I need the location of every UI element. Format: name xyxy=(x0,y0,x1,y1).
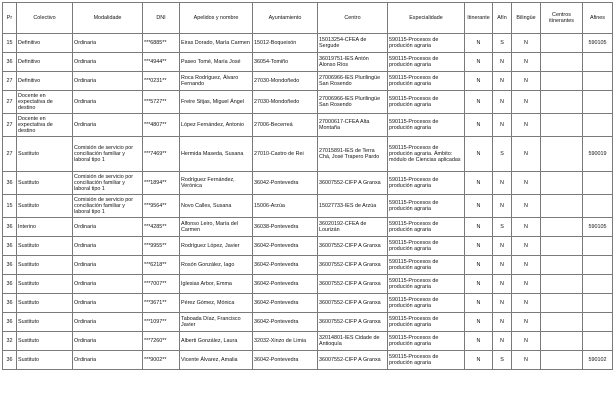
cell-especialidade: 590115-Procesos de produción agraria xyxy=(388,256,465,275)
cell-centros-itinerantes xyxy=(541,332,583,351)
cell-centro: 36007552-CIFP A Granxa xyxy=(318,256,388,275)
cell-centro: 27006966-IES Plurilingüe San Rosendo xyxy=(318,91,388,114)
cell-centro: 27006966-IES Plurilingüe San Rosendo xyxy=(318,72,388,91)
header-especialidade: Especialidade xyxy=(388,3,465,34)
table-row xyxy=(3,256,613,275)
cell-nome: Rosón González, Iago xyxy=(180,256,253,275)
cell-itinerante: N xyxy=(465,275,493,294)
cell-concello: 27030-Mondoñedo xyxy=(253,91,318,114)
cell-bilingue: N xyxy=(512,294,541,313)
table-row xyxy=(3,114,613,137)
cell-centros-itinerantes xyxy=(541,114,583,137)
cell-afin: N xyxy=(493,275,512,294)
cell-nome: Taboada Díaz, Francisco Javier xyxy=(180,313,253,332)
cell-modalidade: Ordinaria xyxy=(73,218,143,237)
header-afines: Afines xyxy=(583,3,613,34)
cell-especialidade: 590115-Procesos de produción agraria xyxy=(388,313,465,332)
cell-pr: 27 xyxy=(3,137,17,172)
cell-pr: 36 xyxy=(3,218,17,237)
cell-pr: 27 xyxy=(3,72,17,91)
cell-centros-itinerantes xyxy=(541,275,583,294)
cell-itinerante: N xyxy=(465,332,493,351)
cell-afines xyxy=(583,313,613,332)
cell-bilingue: N xyxy=(512,91,541,114)
table-row xyxy=(3,34,613,53)
cell-especialidade: 590115-Procesos de produción agraria xyxy=(388,195,465,218)
cell-afin: S xyxy=(493,351,512,370)
cell-centros-itinerantes xyxy=(541,218,583,237)
cell-dni: ***6885** xyxy=(143,34,180,53)
cell-afines xyxy=(583,256,613,275)
cell-especialidade: 590115-Procesos de produción agraria xyxy=(388,91,465,114)
cell-especialidade: 590115-Procesos de produción agraria xyxy=(388,351,465,370)
cell-afin: N xyxy=(493,195,512,218)
cell-itinerante: N xyxy=(465,195,493,218)
cell-centros-itinerantes xyxy=(541,195,583,218)
header-colectivo: Colectivo xyxy=(17,3,73,34)
cell-dni: ***3671** xyxy=(143,294,180,313)
cell-colectivo: Sustituto xyxy=(17,275,73,294)
cell-dni: ***1894** xyxy=(143,172,180,195)
cell-nome: Roca Rodríguez, Álvaro Fernando xyxy=(180,72,253,91)
cell-bilingue: N xyxy=(512,137,541,172)
cell-pr: 27 xyxy=(3,91,17,114)
cell-bilingue: N xyxy=(512,172,541,195)
table-row xyxy=(3,72,613,91)
cell-especialidade: 590115-Procesos de produción agraria xyxy=(388,332,465,351)
cell-pr: 36 xyxy=(3,53,17,72)
table-row xyxy=(3,332,613,351)
cell-dni: ***6218** xyxy=(143,256,180,275)
cell-dni: ***4285** xyxy=(143,218,180,237)
cell-nome: López Fernández, Antonio xyxy=(180,114,253,137)
cell-bilingue: N xyxy=(512,53,541,72)
cell-colectivo: Sustituto xyxy=(17,313,73,332)
cell-concello: 36042-Pontevedra xyxy=(253,275,318,294)
cell-concello: 36038-Pontevedra xyxy=(253,218,318,237)
cell-concello: 15012-Boqueixón xyxy=(253,34,318,53)
cell-pr: 15 xyxy=(3,34,17,53)
table-row xyxy=(3,313,613,332)
cell-bilingue: N xyxy=(512,332,541,351)
cell-bilingue: N xyxy=(512,195,541,218)
cell-modalidade: Ordinaria xyxy=(73,294,143,313)
cell-modalidade: Comisión de servicio por conciliación familiar y laboral tipo 1 xyxy=(73,195,143,218)
cell-afines xyxy=(583,332,613,351)
table-row xyxy=(3,237,613,256)
cell-concello: 27030-Mondoñedo xyxy=(253,72,318,91)
table-row xyxy=(3,91,613,114)
cell-centro: 36007552-CIFP A Granxa xyxy=(318,313,388,332)
cell-nome: Paseo Tomé, María José xyxy=(180,53,253,72)
cell-nome: Vicente Álvarez, Amalia xyxy=(180,351,253,370)
cell-pr: 36 xyxy=(3,172,17,195)
cell-colectivo: Sustituto xyxy=(17,294,73,313)
table-row xyxy=(3,172,613,195)
cell-colectivo: Interino xyxy=(17,218,73,237)
cell-afin: S xyxy=(493,218,512,237)
assignment-table xyxy=(2,2,613,370)
cell-especialidade: 590115-Procesos de produción agraria xyxy=(388,34,465,53)
cell-itinerante: N xyxy=(465,137,493,172)
cell-nome: Rodríguez López, Javier xyxy=(180,237,253,256)
cell-centro: 36007552-CIFP A Granxa xyxy=(318,172,388,195)
cell-centros-itinerantes xyxy=(541,34,583,53)
cell-colectivo: Sustituto xyxy=(17,351,73,370)
cell-modalidade: Comisión de servicio por conciliación familiar y laboral tipo 1 xyxy=(73,137,143,172)
cell-bilingue: N xyxy=(512,218,541,237)
cell-especialidade: 590115-Procesos de produción agraria xyxy=(388,275,465,294)
cell-modalidade: Ordinaria xyxy=(73,275,143,294)
cell-colectivo: Sustituto xyxy=(17,256,73,275)
cell-pr: 15 xyxy=(3,195,17,218)
cell-centro: 15027733-IES de Arzúa xyxy=(318,195,388,218)
cell-centros-itinerantes xyxy=(541,351,583,370)
table-row xyxy=(3,294,613,313)
cell-centro: 36007552-CIFP A Granxa xyxy=(318,351,388,370)
cell-itinerante: N xyxy=(465,294,493,313)
cell-afin: N xyxy=(493,72,512,91)
cell-afines xyxy=(583,237,613,256)
cell-modalidade: Ordinaria xyxy=(73,114,143,137)
cell-itinerante: N xyxy=(465,91,493,114)
cell-especialidade: 590115-Procesos de produción agraria xyxy=(388,172,465,195)
cell-pr: 36 xyxy=(3,256,17,275)
cell-centro: 36007552-CIFP A Granxa xyxy=(318,237,388,256)
table-row xyxy=(3,275,613,294)
cell-dni: ***4944** xyxy=(143,53,180,72)
cell-concello: 32032-Xinzo de Limia xyxy=(253,332,318,351)
header-centro: Centro xyxy=(318,3,388,34)
cell-afines xyxy=(583,72,613,91)
cell-dni: ***1097** xyxy=(143,313,180,332)
cell-nome: Eiras Dorado, María Carmen xyxy=(180,34,253,53)
cell-colectivo: Sustituto xyxy=(17,137,73,172)
cell-colectivo: Docente en expectativa de destino xyxy=(17,114,73,137)
cell-afines xyxy=(583,172,613,195)
assignment-table-sheet xyxy=(2,2,612,370)
cell-nome: Pérez Gómez, Mónica xyxy=(180,294,253,313)
cell-dni: ***5727** xyxy=(143,91,180,114)
cell-colectivo: Sustituto xyxy=(17,195,73,218)
header-centros-itinerantes: Centros itinerantes xyxy=(541,3,583,34)
cell-colectivo: Sustituto xyxy=(17,172,73,195)
cell-itinerante: N xyxy=(465,114,493,137)
table-row xyxy=(3,195,613,218)
cell-especialidade: 590115-Procesos de produción agraria xyxy=(388,218,465,237)
cell-centro: 27000617-CFEA Alta Montaña xyxy=(318,114,388,137)
cell-modalidade: Ordinaria xyxy=(73,53,143,72)
cell-centros-itinerantes xyxy=(541,237,583,256)
cell-especialidade: 590115-Procesos de produción agraria xyxy=(388,294,465,313)
cell-afines xyxy=(583,53,613,72)
cell-especialidade: 590115-Procesos de produción agraria. Ámbito: módulo de Ciencias aplicadas xyxy=(388,137,465,172)
cell-modalidade: Ordinaria xyxy=(73,256,143,275)
table-header-row xyxy=(3,3,613,34)
cell-dni: ***9002** xyxy=(143,351,180,370)
cell-pr: 36 xyxy=(3,237,17,256)
cell-pr: 36 xyxy=(3,294,17,313)
cell-afin: N xyxy=(493,332,512,351)
cell-modalidade: Ordinaria xyxy=(73,332,143,351)
cell-centro: 36007552-CIFP A Granxa xyxy=(318,275,388,294)
cell-colectivo: Definitivo xyxy=(17,53,73,72)
header-afin: Afín xyxy=(493,3,512,34)
cell-afines xyxy=(583,195,613,218)
cell-centro: 32014801-IES Cidade de Antioquía xyxy=(318,332,388,351)
cell-itinerante: N xyxy=(465,237,493,256)
cell-nome: Hermida Maseda, Susana xyxy=(180,137,253,172)
cell-afin: N xyxy=(493,91,512,114)
cell-dni: ***7469** xyxy=(143,137,180,172)
cell-afin: N xyxy=(493,172,512,195)
cell-concello: 27010-Castro de Rei xyxy=(253,137,318,172)
cell-concello: 36042-Pontevedra xyxy=(253,237,318,256)
table-row xyxy=(3,351,613,370)
header-ayuntamiento: Ayuntamiento xyxy=(253,3,318,34)
cell-afines xyxy=(583,91,613,114)
cell-pr: 36 xyxy=(3,351,17,370)
cell-concello: 36042-Pontevedra xyxy=(253,294,318,313)
cell-especialidade: 590115-Procesos de produción agraria xyxy=(388,237,465,256)
cell-colectivo: Docente en expectativa de destino xyxy=(17,91,73,114)
cell-afin: N xyxy=(493,294,512,313)
table-row xyxy=(3,218,613,237)
cell-afin: N xyxy=(493,237,512,256)
cell-pr: 32 xyxy=(3,332,17,351)
cell-nome: Novo Calles, Susana xyxy=(180,195,253,218)
cell-modalidade: Ordinaria xyxy=(73,351,143,370)
cell-especialidade: 590115-Procesos de produción agraria xyxy=(388,72,465,91)
cell-concello: 27006-Becerreá xyxy=(253,114,318,137)
cell-centros-itinerantes xyxy=(541,313,583,332)
cell-centros-itinerantes xyxy=(541,294,583,313)
cell-colectivo: Sustituto xyxy=(17,332,73,351)
cell-pr: 27 xyxy=(3,114,17,137)
cell-centro: 36020192-CFEA de Lourizán xyxy=(318,218,388,237)
cell-bilingue: N xyxy=(512,351,541,370)
cell-itinerante: N xyxy=(465,218,493,237)
cell-centro: 36019751-IES Antón Alonso Ríos xyxy=(318,53,388,72)
cell-centros-itinerantes xyxy=(541,172,583,195)
cell-concello: 36042-Pontevedra xyxy=(253,172,318,195)
cell-colectivo: Definitivo xyxy=(17,34,73,53)
cell-bilingue: N xyxy=(512,275,541,294)
cell-dni: ***0231** xyxy=(143,72,180,91)
cell-concello: 36054-Tomiño xyxy=(253,53,318,72)
cell-itinerante: N xyxy=(465,256,493,275)
cell-nome: Freire Sitjas, Miguel Ángel xyxy=(180,91,253,114)
cell-colectivo: Definitivo xyxy=(17,72,73,91)
table-body xyxy=(3,34,613,370)
cell-itinerante: N xyxy=(465,72,493,91)
cell-modalidade: Ordinaria xyxy=(73,237,143,256)
cell-afin: S xyxy=(493,137,512,172)
cell-centros-itinerantes xyxy=(541,53,583,72)
cell-nome: Alberti González, Laura xyxy=(180,332,253,351)
cell-concello: 15006-Arzúa xyxy=(253,195,318,218)
cell-nome: Alfonso Leiro, María del Carmen xyxy=(180,218,253,237)
header-apelidos: Apelidos y nombre xyxy=(180,3,253,34)
cell-concello: 36042-Pontevedra xyxy=(253,351,318,370)
cell-itinerante: N xyxy=(465,351,493,370)
table-row xyxy=(3,137,613,172)
cell-modalidade: Ordinaria xyxy=(73,313,143,332)
header-bilingue: Bilingüe xyxy=(512,3,541,34)
header-dni: DNI xyxy=(143,3,180,34)
cell-modalidade: Ordinaria xyxy=(73,34,143,53)
cell-modalidade: Comisión de servicio por conciliación familiar y laboral tipo 1 xyxy=(73,172,143,195)
cell-pr: 36 xyxy=(3,275,17,294)
table-row xyxy=(3,53,613,72)
cell-bilingue: N xyxy=(512,34,541,53)
cell-modalidade: Ordinaria xyxy=(73,72,143,91)
cell-especialidade: 590115-Procesos de produción agraria xyxy=(388,53,465,72)
cell-dni: ***4807** xyxy=(143,114,180,137)
cell-afin: N xyxy=(493,313,512,332)
cell-afin: N xyxy=(493,256,512,275)
cell-nome: Iglesias Arbor, Emma xyxy=(180,275,253,294)
cell-dni: ***9564** xyxy=(143,195,180,218)
cell-centros-itinerantes xyxy=(541,91,583,114)
cell-itinerante: N xyxy=(465,172,493,195)
cell-afines xyxy=(583,114,613,137)
cell-afines: 590105 xyxy=(583,218,613,237)
cell-itinerante: N xyxy=(465,34,493,53)
cell-centros-itinerantes xyxy=(541,256,583,275)
cell-nome: Rodríguez Fernández, Verónica xyxy=(180,172,253,195)
cell-centros-itinerantes xyxy=(541,72,583,91)
cell-dni: ***7007** xyxy=(143,275,180,294)
cell-afin: N xyxy=(493,114,512,137)
header-itinerante: Itinerante xyxy=(465,3,493,34)
cell-itinerante: N xyxy=(465,313,493,332)
cell-centro: 36007552-CIFP A Granxa xyxy=(318,294,388,313)
cell-concello: 36042-Pontevedra xyxy=(253,256,318,275)
header-pr: Pr xyxy=(3,3,17,34)
cell-afin: N xyxy=(493,53,512,72)
cell-afin: S xyxy=(493,34,512,53)
cell-centro: 27015891-IES de Terra Chá, José Trapero Pardo xyxy=(318,137,388,172)
cell-dni: ***9955** xyxy=(143,237,180,256)
cell-colectivo: Sustituto xyxy=(17,237,73,256)
cell-afines: 590105 xyxy=(583,34,613,53)
cell-bilingue: N xyxy=(512,237,541,256)
cell-afines xyxy=(583,275,613,294)
cell-bilingue: N xyxy=(512,256,541,275)
cell-bilingue: N xyxy=(512,72,541,91)
cell-afines: 590019 xyxy=(583,137,613,172)
cell-itinerante: N xyxy=(465,53,493,72)
cell-afines xyxy=(583,294,613,313)
header-modalidade: Modalidade xyxy=(73,3,143,34)
cell-centro: 15013254-CFEA de Sergude xyxy=(318,34,388,53)
cell-especialidade: 590115-Procesos de produción agraria xyxy=(388,114,465,137)
cell-modalidade: Ordinaria xyxy=(73,91,143,114)
cell-pr: 36 xyxy=(3,313,17,332)
cell-centros-itinerantes xyxy=(541,137,583,172)
cell-concello: 36042-Pontevedra xyxy=(253,313,318,332)
cell-afines: 590102 xyxy=(583,351,613,370)
cell-dni: ***7260** xyxy=(143,332,180,351)
cell-bilingue: N xyxy=(512,313,541,332)
cell-bilingue: N xyxy=(512,114,541,137)
